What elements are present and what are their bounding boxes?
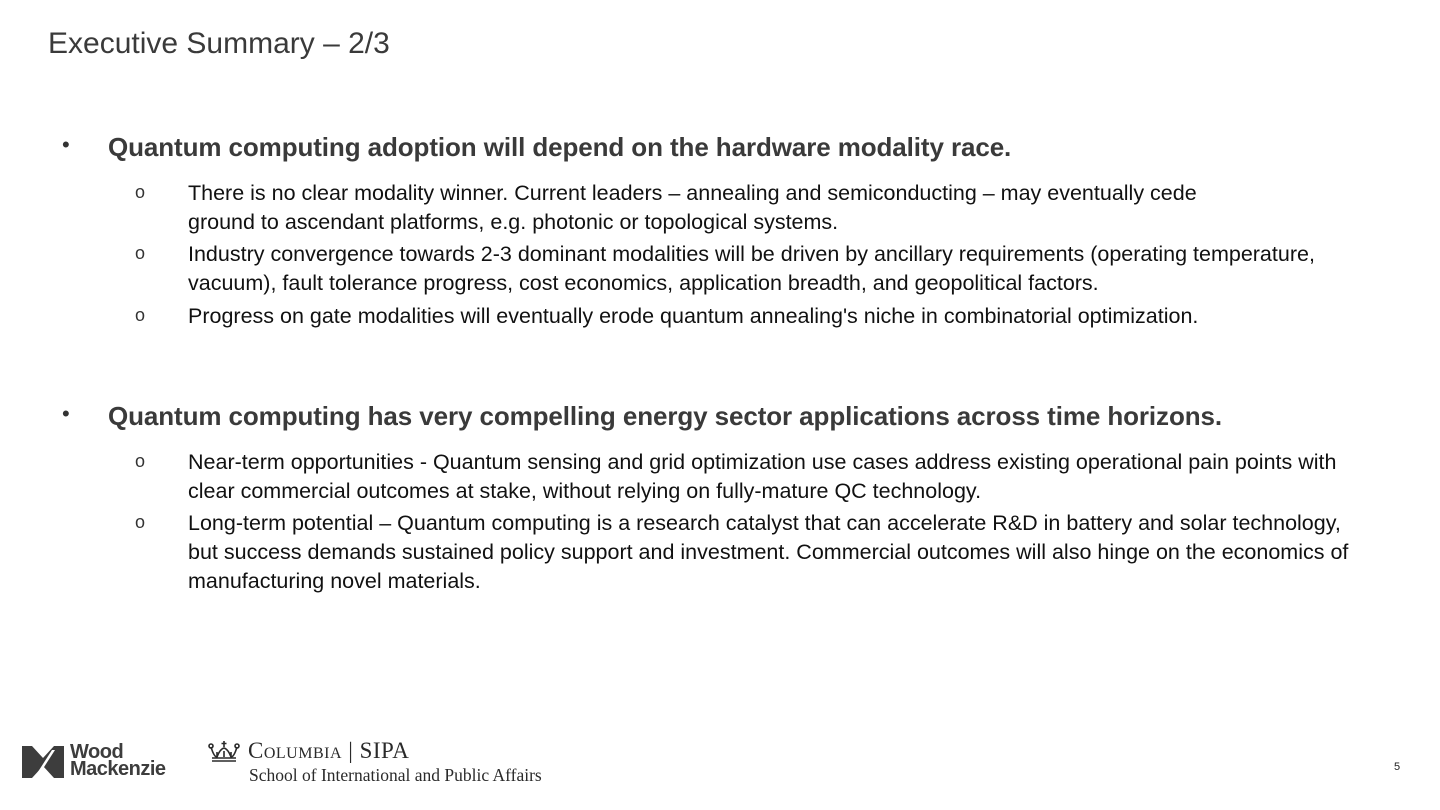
sub-bullet-marker: o	[135, 512, 146, 532]
slide-title: Executive Summary – 2/3	[48, 27, 390, 60]
wood-mackenzie-line1: Wood	[70, 741, 124, 763]
sub-bullet-text: Progress on gate modalities will eventually erode quantum annealing's niche in combinatorial optimization.	[188, 304, 1199, 328]
wood-mackenzie-logo	[22, 741, 166, 780]
columbia-sipa-subtitle: School of International and Public Affairs	[249, 765, 542, 785]
bullet-heading: Quantum computing adoption will depend on the hardware modality race.	[108, 132, 1012, 162]
main-bullet-1	[0, 132, 1440, 168]
sub-bullet-marker: o	[135, 243, 146, 263]
columbia-sipa-name: Columbia | SIPA	[248, 738, 410, 763]
wood-mackenzie-logo-icon	[22, 744, 64, 778]
main-bullet-2	[0, 401, 1440, 437]
columbia-sipa-logo	[208, 738, 542, 786]
sub-bullet-text: Industry convergence towards 2-3 dominant modalities will be driven by ancillary requirements (operating temperature, vacuum), fault tolerance progress, cost economics, application breadth, and geopolitical factors.	[188, 242, 1315, 295]
bullet-heading: Quantum computing has very compelling energy sector applications across time horizons.	[108, 401, 1222, 431]
bullet-marker: •	[62, 132, 70, 157]
bullet-marker: •	[62, 401, 70, 426]
wood-mackenzie-line2: Mackenzie	[70, 758, 166, 780]
page-number: 5	[1394, 761, 1401, 773]
sub-bullet-text: There is no clear modality winner. Current leaders – annealing and semiconducting – may eventually cede ground to ascendant platforms, e.g. photonic or topological systems.	[188, 181, 1197, 234]
sub-bullet-marker: o	[135, 451, 146, 471]
sub-bullet-marker: o	[135, 182, 146, 202]
crown-icon	[208, 739, 240, 763]
sub-bullet-text: Near-term opportunities - Quantum sensing and grid optimization use cases address existing operational pain points with clear commercial outcomes at stake, without relying on fully-mature QC technology.	[188, 450, 1337, 503]
sub-bullet-text: Long-term potential – Quantum computing is a research catalyst that can accelerate R&D in battery and solar technology, but success demands sustained policy support and investment. Commercial outcomes will also hinge on the economics of manufacturing novel materials.	[188, 511, 1349, 593]
sub-bullet-marker: o	[135, 305, 146, 325]
